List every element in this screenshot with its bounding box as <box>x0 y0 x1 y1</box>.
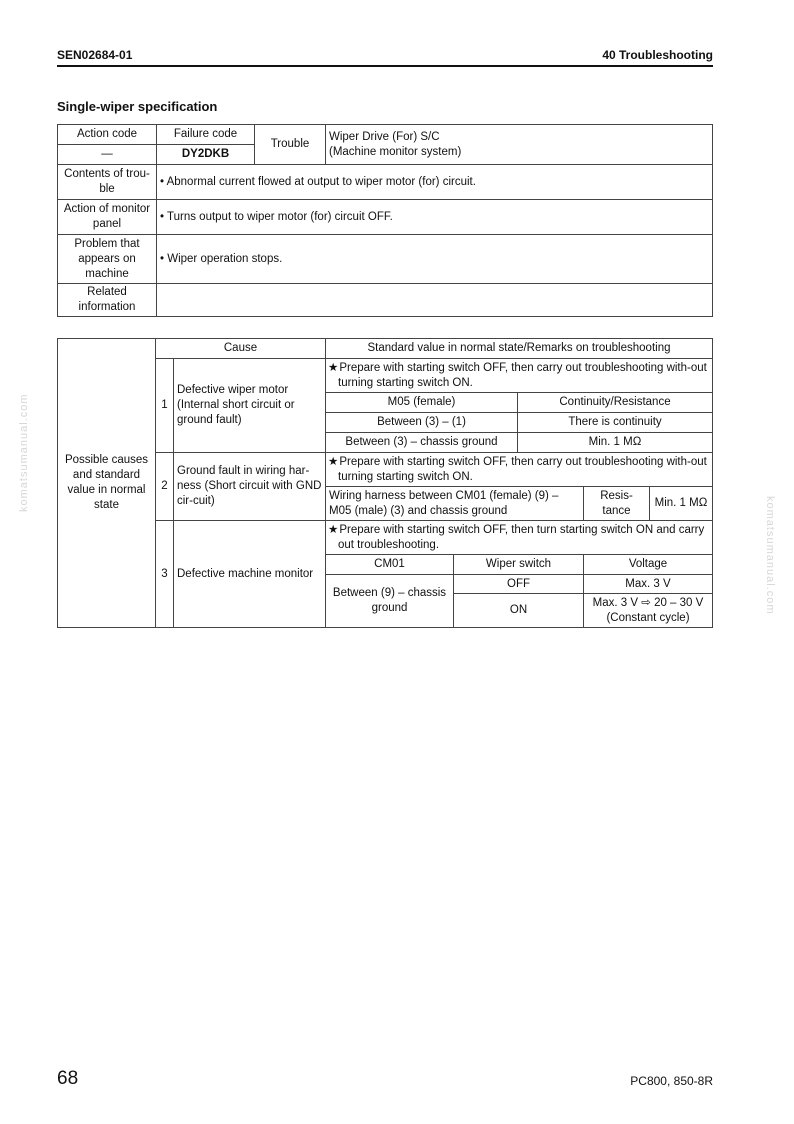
cause-1-row-2-b: Min. 1 MΩ <box>518 433 713 453</box>
watermark-left-text: komatsumanual.com <box>18 393 30 512</box>
causes-table <box>57 338 713 628</box>
failure-code-label: Failure code <box>157 125 255 145</box>
related-info-label: Related information <box>58 284 157 317</box>
action-monitor-text: • Turns output to wiper motor (for) circuit OFF. <box>157 200 713 235</box>
cause-2-harness: Wiring harness between CM01 (female) (9) – M05 (male) (3) and chassis ground <box>326 487 584 521</box>
action-code-value: — <box>58 145 157 165</box>
trouble-line-2: (Machine monitor system) <box>329 145 462 158</box>
failure-code-value: DY2DKB <box>157 145 255 165</box>
cause-1-col1-header: M05 (female) <box>326 393 518 413</box>
action-monitor-label: Action of monitor panel <box>58 200 157 235</box>
cause-3-text: Defective machine monitor <box>174 521 326 628</box>
cause-3-prep: ★ Prepare with starting switch OFF, then turn starting switch ON and carry out troubleshooting. <box>326 521 713 555</box>
page-title: Single-wiper specification <box>57 99 218 114</box>
watermark-right-text: komatsumanual.com <box>764 496 776 615</box>
contents-label: Contents of trou-ble <box>58 165 157 200</box>
watermark-right <box>764 496 776 615</box>
cause-3-row-1-voltage: Max. 3 V <box>584 575 713 594</box>
standard-header: Standard value in normal state/Remarks on troubleshooting <box>326 339 713 359</box>
failure-code-table <box>57 124 713 317</box>
cause-1-text: Defective wiper motor (Internal short circuit or ground fault) <box>174 359 326 453</box>
cause-3-row-1-switch: OFF <box>454 575 584 594</box>
cause-1-row-1-b: There is continuity <box>518 413 713 433</box>
trouble-description <box>326 125 713 165</box>
cause-header: Cause <box>156 339 326 359</box>
cause-1-number: 1 <box>156 359 174 453</box>
problem-text: • Wiper operation stops. <box>157 235 713 284</box>
cause-3-col2-header: Wiper switch <box>454 555 584 575</box>
cause-1-row-2-a: Between (3) – chassis ground <box>326 433 518 453</box>
trouble-line-1: Wiper Drive (For) S/C <box>329 130 440 143</box>
cause-2-value: Min. 1 MΩ <box>650 487 713 521</box>
cause-3-number: 3 <box>156 521 174 628</box>
trouble-label: Trouble <box>255 125 326 165</box>
cause-2-text: Ground fault in wiring har-ness (Short circuit with GND cir-cuit) <box>174 453 326 521</box>
possible-causes-label: Possible causes and standard value in normal state <box>58 339 156 628</box>
cause-1-row-1-a: Between (3) – (1) <box>326 413 518 433</box>
cause-2-prep: ★ Prepare with starting switch OFF, then carry out troubleshooting with-out turning starting switch ON. <box>326 453 713 487</box>
cause-2-number: 2 <box>156 453 174 521</box>
page-number: 68 <box>57 1068 79 1089</box>
section-title: 40 Troubleshooting <box>602 48 713 62</box>
cause-3-row-2-switch: ON <box>454 594 584 628</box>
problem-label: Problem that appears on machine <box>58 235 157 284</box>
cause-3-col3-header: Voltage <box>584 555 713 575</box>
cause-1-col2-header: Continuity/Resistance <box>518 393 713 413</box>
cause-3-row-2-voltage: Max. 3 V ⇨ 20 – 30 V (Constant cycle) <box>584 594 713 628</box>
cause-1-prep: ★ Prepare with starting switch OFF, then carry out troubleshooting with-out turning starting switch ON. <box>326 359 713 393</box>
watermark-left <box>18 393 30 512</box>
cause-3-between: Between (9) – chassis ground <box>326 575 454 628</box>
page-header <box>57 48 713 67</box>
action-code-label: Action code <box>58 125 157 145</box>
model-label: PC800, 850-8R <box>630 1074 713 1088</box>
related-info-text <box>157 284 713 317</box>
document-id: SEN02684-01 <box>57 48 133 62</box>
cause-2-resistance-label: Resis-tance <box>584 487 650 521</box>
contents-text: • Abnormal current flowed at output to wiper motor (for) circuit. <box>157 165 713 200</box>
cause-3-col1-header: CM01 <box>326 555 454 575</box>
